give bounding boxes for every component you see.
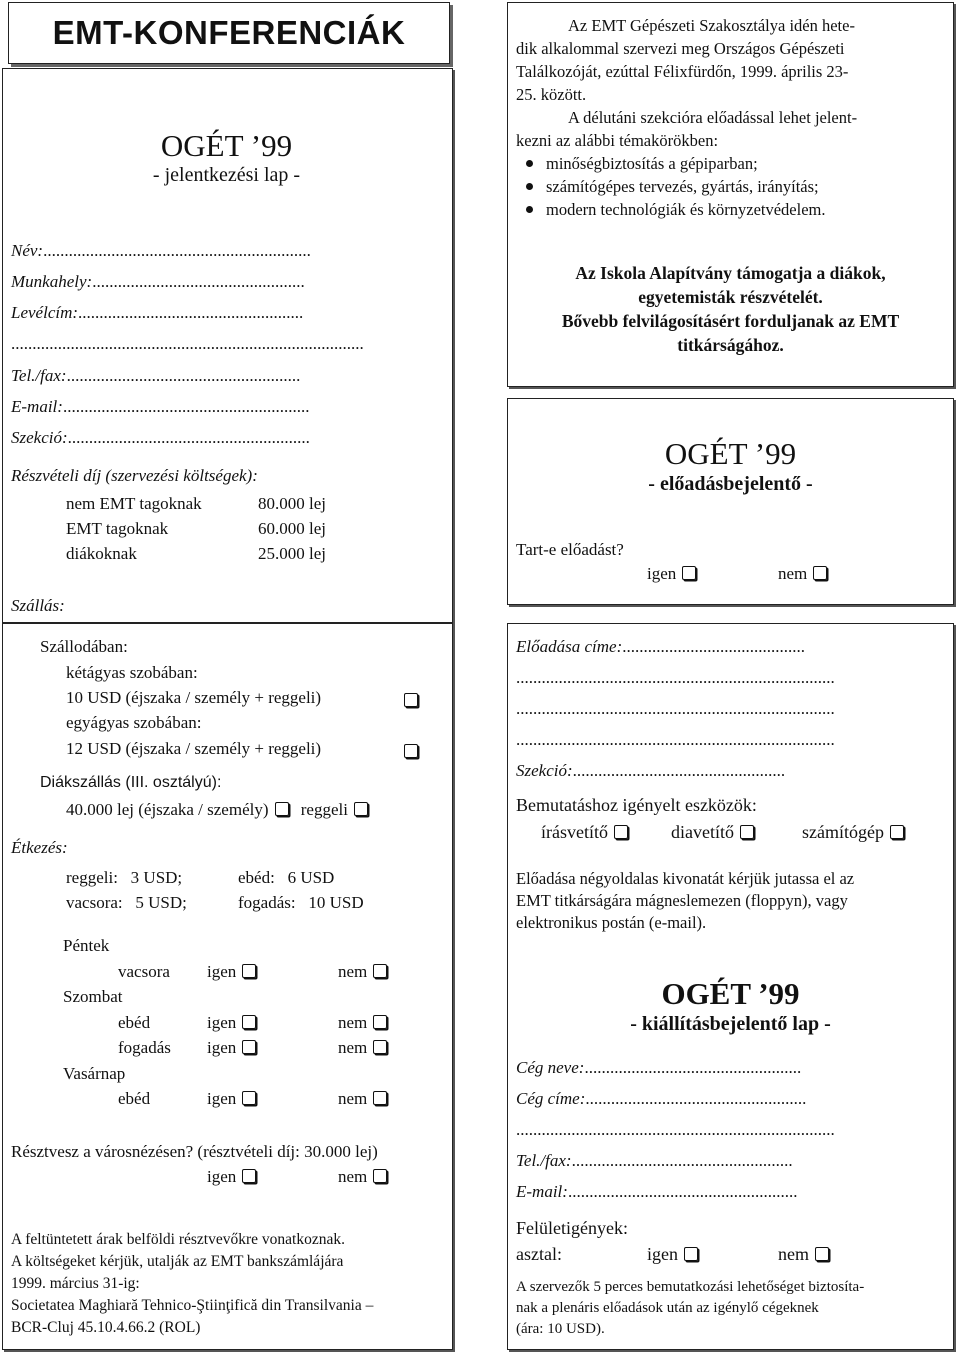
intro-text: Az EMT Gépészeti Szakosztálya idén hete- dik alkalommal szervezi meg Országos Gépészeti Találkozóját, ezúttal Félixfürdőn, 1999. április 23- 25. között. A délutáni szekcióra előadással lehet jelent- kezni az alábbi témakörökben: minőségbiztosítás a gépiparban; számítógépes tervezés, gyártás, irányítás; modern technológiák és környzetvédelem. [516,14,948,221]
fee-amount-1: 80.000 lej [258,494,326,513]
lecture-title-field-2[interactable]: ........................................................................... [516,668,835,687]
fee-title: Részvételi díj (szervezési költségek): [11,466,258,485]
hotel-label: Szállodában: [40,637,128,656]
saturday-lunch-no[interactable]: nem [338,1013,387,1033]
lecture-title-field[interactable]: Előadása címe:........................................... [516,637,805,656]
section-field[interactable]: Szekció:......................................................... [11,428,310,447]
phone-fax-field[interactable]: Tel./fax:....................................................... [11,366,301,385]
topic-item: minőségbiztosítás a gépiparban; [516,152,948,175]
company-address-field-2[interactable]: ........................................................................... [516,1120,835,1139]
table-no-checkbox[interactable] [815,1247,829,1261]
computer-checkbox[interactable] [890,825,904,839]
sunday-lunch-yes[interactable]: igen [207,1089,256,1109]
table-label: asztal: [516,1244,562,1264]
student-lodging-checkbox[interactable] [275,802,289,816]
support-notice: Az Iskola Alapítvány támogatja a diákok, egyetemisták részvételét. Bővebb felvilágosításért forduljanak az EMT titkárságához. [561,263,900,355]
name-field[interactable]: Név:............................................................... [11,241,311,260]
workplace-field[interactable]: Munkahely:.................................................. [11,272,305,291]
student-breakfast-checkbox[interactable] [354,802,368,816]
lecture-title-field-3[interactable]: ........................................................................... [516,699,835,718]
meal-price-reception: fogadás: 10 USD [238,893,364,912]
exhibition-subtitle: - kiállításbejelentő lap - [630,1013,831,1035]
topic-item: modern technológiák és környzetvédelem. [516,198,948,221]
fee-amount-2: 60.000 lej [258,519,326,538]
lecture-no[interactable]: nem [778,564,827,584]
topic-item: számítógépes tervezés, gyártás, irányítás; [516,175,948,198]
lecture-title: OGÉT ’99 [664,436,797,471]
company-name-field[interactable]: Cég neve:................................................... [516,1058,802,1077]
slide-projector-checkbox[interactable] [740,825,754,839]
address-field-cont[interactable]: ................................................................................... [11,334,364,353]
header-title-box [8,2,450,64]
lodging-label: Szállás: [11,596,65,615]
friday-dinner-no[interactable]: nem [338,962,387,982]
saturday-lunch-yes[interactable]: igen [207,1013,256,1033]
saturday-reception-yes-checkbox[interactable] [242,1040,256,1054]
meal-price-dinner: vacsora: 5 USD; [66,893,187,912]
exhibition-note: A szervezők 5 perces bemutatkozási lehetőséget biztosíta- nak a plenáris előadások után az igénylő cégeknek (ára: 10 USD). [516,1279,865,1337]
equipment-computer[interactable]: számítógép [802,822,904,843]
lecture-no-checkbox[interactable] [813,566,827,580]
city-tour-question: Résztvesz a városnézésen? (résztvételi díj: 30.000 lej) [11,1142,378,1161]
single-room-label: egyágyas szobában: [66,713,202,732]
address-field[interactable]: Levélcím:..................................................... [11,303,304,322]
day-sunday: Vasárnap [63,1064,126,1083]
double-room-label: kétágyas szobában: [66,663,198,682]
double-room-price: 10 USD (éjszaka / személy + reggeli) [66,688,322,707]
company-phone-field[interactable]: Tel./fax:.................................................... [516,1151,793,1170]
table-no[interactable]: nem [778,1244,829,1265]
surface-title: Felületigények: [516,1218,628,1238]
saturday-reception-yes[interactable]: igen [207,1038,256,1058]
lecture-title-field-4[interactable]: ........................................................................... [516,730,835,749]
sunday-lunch-no-checkbox[interactable] [373,1091,387,1105]
single-room-price: 12 USD (éjszaka / személy + reggeli) [66,739,322,758]
sunday-lunch-no[interactable]: nem [338,1089,387,1109]
saturday-lunch-label: ebéd [118,1013,151,1032]
student-lodging-label: Diákszállás (III. osztályú): [40,774,222,791]
city-tour-no-checkbox[interactable] [373,1169,387,1183]
table-yes-checkbox[interactable] [684,1247,698,1261]
lecture-yes-checkbox[interactable] [682,566,696,580]
friday-dinner-yes[interactable]: igen [207,962,256,982]
city-tour-yes-checkbox[interactable] [242,1169,256,1183]
sunday-lunch-yes-checkbox[interactable] [242,1091,256,1105]
lecture-section-field[interactable]: Szekció:.................................................. [516,761,786,780]
projector-checkbox[interactable] [614,825,628,839]
double-room-checkbox[interactable] [404,693,418,707]
registration-subtitle: - jelentkezési lap - [152,164,301,186]
city-tour-yes[interactable]: igen [207,1167,256,1187]
meal-price-lunch: ebéd: 6 USD [238,868,335,887]
saturday-lunch-no-checkbox[interactable] [373,1015,387,1029]
friday-dinner-label: vacsora [118,962,170,981]
lecture-subtitle: - előadásbejelentő - [648,473,813,495]
student-lodging-row: 40.000 lej (éjszaka / személy) reggeli [66,800,368,820]
day-friday: Péntek [63,936,110,955]
meal-price-breakfast: reggeli: 3 USD; [66,868,183,887]
saturday-reception-label: fogadás [118,1038,171,1057]
exhibition-title: OGÉT ’99 [661,976,800,1011]
lecture-yes[interactable]: igen [647,564,696,584]
company-email-field[interactable]: E-mail:...................................................... [516,1182,798,1201]
day-saturday: Szombat [63,987,123,1006]
meals-label: Étkezés: [11,838,68,857]
payment-notes: A feltüntetett árak belföldi résztvevőkre vonatkoznak. A költségeket kérjük, utalják az EMT bankszámlájára 1999. március 31-ig: Societatea Maghiară Tehnico-Ştiinţifică din Transilvania – BCR-Cluj 45.10.4.66.2 (ROL) [11,1231,374,1336]
topic-list [516,152,948,221]
company-address-field[interactable]: Cég címe:.................................................... [516,1089,807,1108]
table-yes[interactable]: igen [647,1244,698,1265]
saturday-lunch-yes-checkbox[interactable] [242,1015,256,1029]
fee-who-2: EMT tagoknak [66,519,169,538]
page-title: EMT-KONFERENCIÁK [52,14,406,51]
city-tour-no[interactable]: nem [338,1167,387,1187]
lecture-panel [507,398,954,605]
registration-title: OGÉT ’99 [160,128,293,163]
abstract-note: Előadása négyoldalas kivonatát kérjük jutassa el az EMT titkárságára mágneslemezen (floppyn), vagy elektronikus postán (e-mail). [516,869,855,932]
saturday-reception-no-checkbox[interactable] [373,1040,387,1054]
saturday-reception-no[interactable]: nem [338,1038,387,1058]
lecture-question: Tart-e előadást? [516,540,624,559]
equipment-slide-projector[interactable]: diavetítő [671,822,754,843]
fee-amount-3: 25.000 lej [258,544,326,563]
sunday-lunch-label: ebéd [118,1089,151,1108]
friday-dinner-no-checkbox[interactable] [373,964,387,978]
fee-who-3: diákoknak [66,544,137,563]
friday-dinner-yes-checkbox[interactable] [242,964,256,978]
fee-who-1: nem EMT tagoknak [66,494,202,513]
equipment-projector[interactable]: írásvetítő [541,822,628,843]
equipment-title: Bemutatáshoz igényelt eszközök: [516,795,757,815]
email-field[interactable]: E-mail:.......................................................... [11,397,310,416]
single-room-checkbox[interactable] [404,744,418,758]
